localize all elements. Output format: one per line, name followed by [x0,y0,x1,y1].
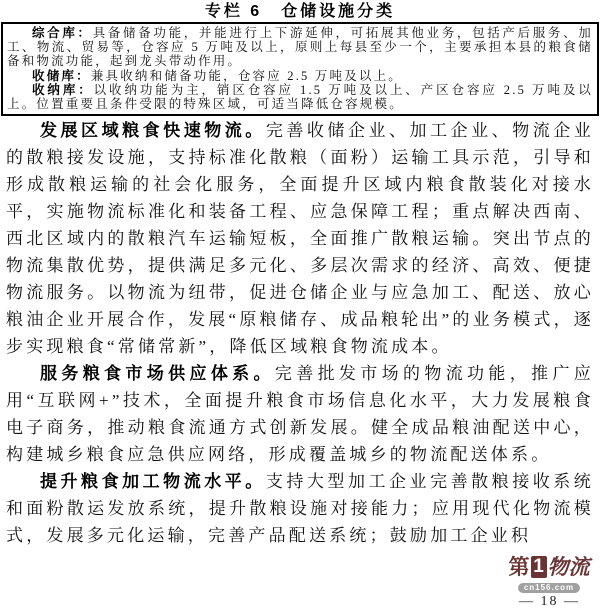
watermark-site-url: cn156.com [518,583,580,593]
box-entry-comprehensive-warehouse [7,26,593,69]
paragraph-text: 支持大型加工企业完善散粮接收系统和面粉散运发放系统，提升散粮设施对接能力；应用现代化物流模式，发展多元化运输，完善产品配送系统；鼓励加工企业积 [6,472,595,546]
watermark-brand-prefix: 第 [508,555,530,579]
paragraph-market-supply-system [6,360,594,468]
storage-classification-box [1,22,599,116]
paragraph-processing-logistics-level [6,468,594,549]
paragraph-heading: 提升粮食加工物流水平。 [40,472,266,492]
page-number: — 18 — [519,594,580,609]
box-definition: 具备储备功能，并能进行上下游延伸，可拓展其他业务，包括产后服务、加工、物流、贸易等，仓容应 5 万吨及以上，原则上每县至少一个，主要承担本县的粮食储备和物流功能，起到龙头带动作用。 [7,26,593,69]
paragraph-heading: 发展区域粮食快速物流。 [40,121,266,141]
document-body [0,116,600,549]
box-definition: 以收纳功能为主，销区仓容应 1.5 万吨及以上、产区仓容应 2.5 万吨及以上。位置重要且条件受限的特殊区域，可适当降低仓容规模。 [7,82,593,112]
paragraph-text: 完善收储企业、加工企业、物流企业的散粮接发设施，支持标准化散粮（面粉）运输工具示范，引导和形成散粮运输的社会化服务，全面提升区域内粮食散装化对接水平，实施物流标准化和装备工程、应急保障工程；重点解决西南、西北区域内的散粮汽车运输短板，全面推广散粮运输。突出节点的物流集散优势，提供满足多元化、多层次需求的经济、高效、便捷物流服务。以物流为纽带，促进仓储企业与应急加工、配送、放心粮油企业开展合作，发展“原粮储存、成品粮轮出”的业务模式，逐步实现粮食“常储常新”，降低区域粮食物流成本。 [6,121,595,357]
document-page [0,2,600,611]
box-definition: 兼具收纳和储备功能，仓容应 2.5 万吨及以上。 [90,68,403,83]
watermark-brand-suffix: 物流 [547,555,590,579]
paragraph-heading: 服务粮食市场供应体系。 [40,364,275,384]
paragraph-text: 完善批发市场的物流功能，推广应用“互联网+”技术，全面提升粮食市场信息化水平，大力发展粮食电子商务，推动粮食流通方式创新发展。健全成品粮油配送中心，构建城乡粮食应急供应网络，形成覆盖城乡的物流配送体系。 [6,364,595,465]
box-term: 综合库： [32,26,93,40]
box-entry-storage-warehouse [7,69,593,83]
box-term: 收储库： [32,68,91,83]
watermark-brand [501,556,597,578]
page-title: 专栏 6 仓储设施分类 [204,3,396,20]
watermark-digit-badge: 1 [531,556,547,578]
box-entry-collection-warehouse [7,83,593,111]
paragraph-regional-grain-logistics [6,117,594,360]
box-term: 收纳库： [32,82,94,97]
watermark-logo [501,556,597,594]
